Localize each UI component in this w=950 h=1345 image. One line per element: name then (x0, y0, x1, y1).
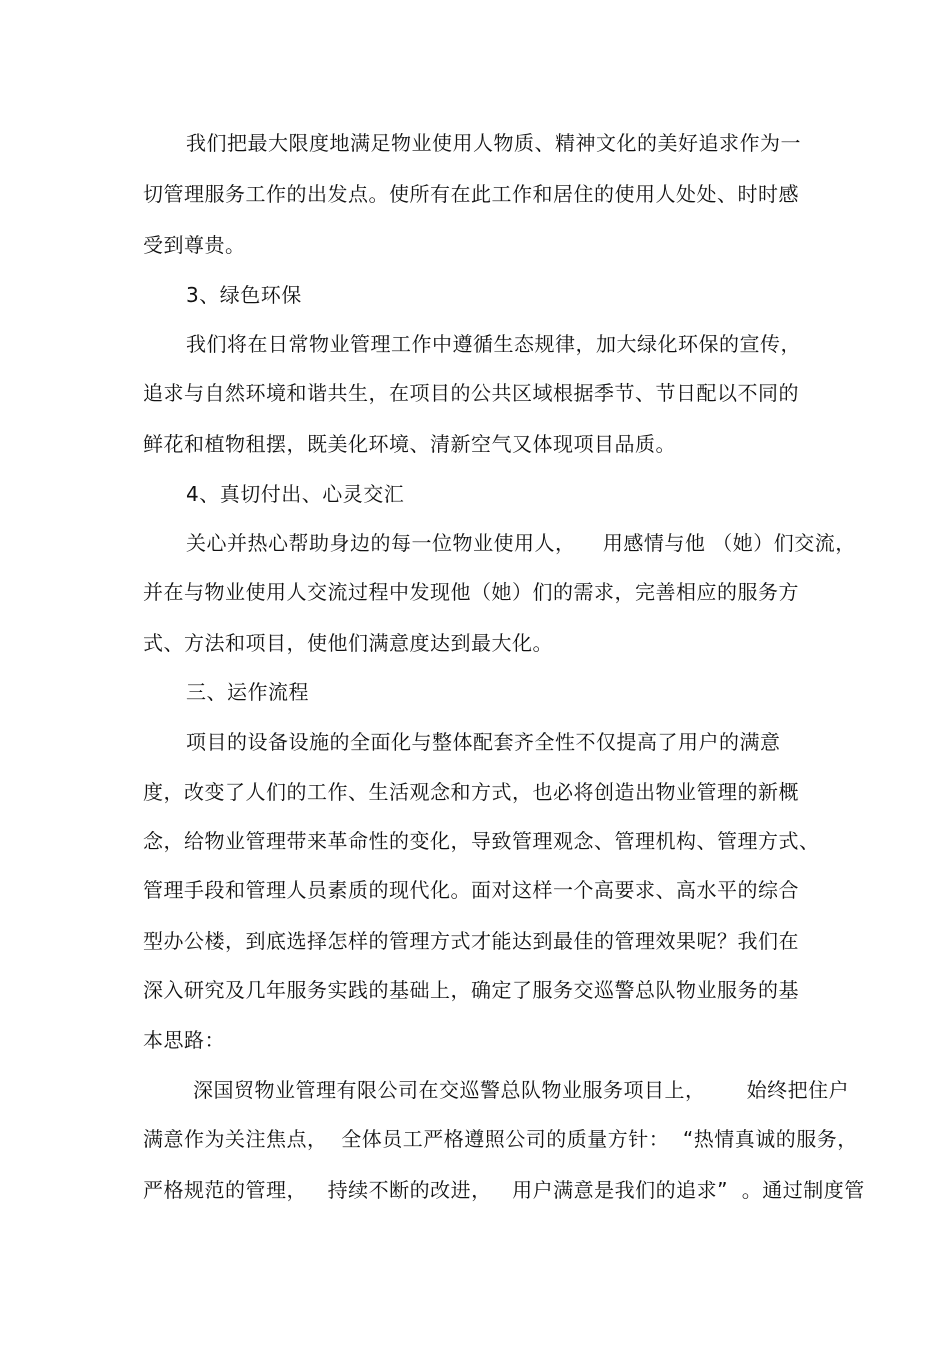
section-heading: 3、绿色环保 (186, 283, 302, 307)
paragraph-line: 深入研究及几年服务实践的基础上，确定了服务交巡警总队物业服务的基 (143, 978, 799, 1002)
paragraph-line: 满意作为关注焦点， 全体员工严格遵照公司的质量方针： “热情真诚的服务， (143, 1127, 858, 1151)
paragraph-line: 并在与物业使用人交流过程中发现他（她）们的需求，完善相应的服务方 (143, 580, 799, 604)
paragraph-line: 式、方法和项目，使他们满意度达到最大化。 (143, 631, 553, 655)
section-heading: 4、真切付出、心灵交汇 (186, 482, 405, 506)
section-heading: 三、运作流程 (186, 680, 309, 704)
paragraph-line: 我们把最大限度地满足物业使用人物质、精神文化的美好追求作为一 (186, 131, 801, 155)
paragraph-line: 我们将在日常物业管理工作中遵循生态规律，加大绿化环保的宣传， (186, 332, 801, 356)
paragraph-line: 度，改变了人们的工作、生活观念和方式，也必将创造出物业管理的新概 (143, 780, 799, 804)
paragraph-line: 念，给物业管理带来革命性的变化，导致管理观念、管理机构、管理方式、 (143, 829, 820, 853)
paragraph-line: 严格规范的管理， 持续不断的改进， 用户满意是我们的追求” 。通过制度管 (143, 1178, 865, 1202)
paragraph-line: 深国贸物业管理有限公司在交巡警总队物业服务项目上， 始终把住户 (193, 1078, 850, 1102)
paragraph-line: 型办公楼，到底选择怎样的管理方式才能达到最佳的管理效果呢？我们在 (143, 929, 799, 953)
paragraph-line: 本思路： (143, 1028, 225, 1052)
paragraph-line: 受到尊贵。 (143, 233, 246, 257)
paragraph-line: 鲜花和植物租摆，既美化环境、清新空气又体现项目品质。 (143, 432, 676, 456)
paragraph-line: 关心并热心帮助身边的每一位物业使用人， 用感情与他 （她）们交流， (186, 531, 856, 555)
paragraph-line: 管理手段和管理人员素质的现代化。面对这样一个高要求、高水平的综合 (143, 878, 799, 902)
paragraph-line: 切管理服务工作的出发点。使所有在此工作和居住的使用人处处、时时感 (143, 182, 799, 206)
paragraph-line: 追求与自然环境和谐共生，在项目的公共区域根据季节、节日配以不同的 (143, 381, 799, 405)
paragraph-line: 项目的设备设施的全面化与整体配套齐全性不仅提高了用户的满意 (186, 730, 781, 754)
